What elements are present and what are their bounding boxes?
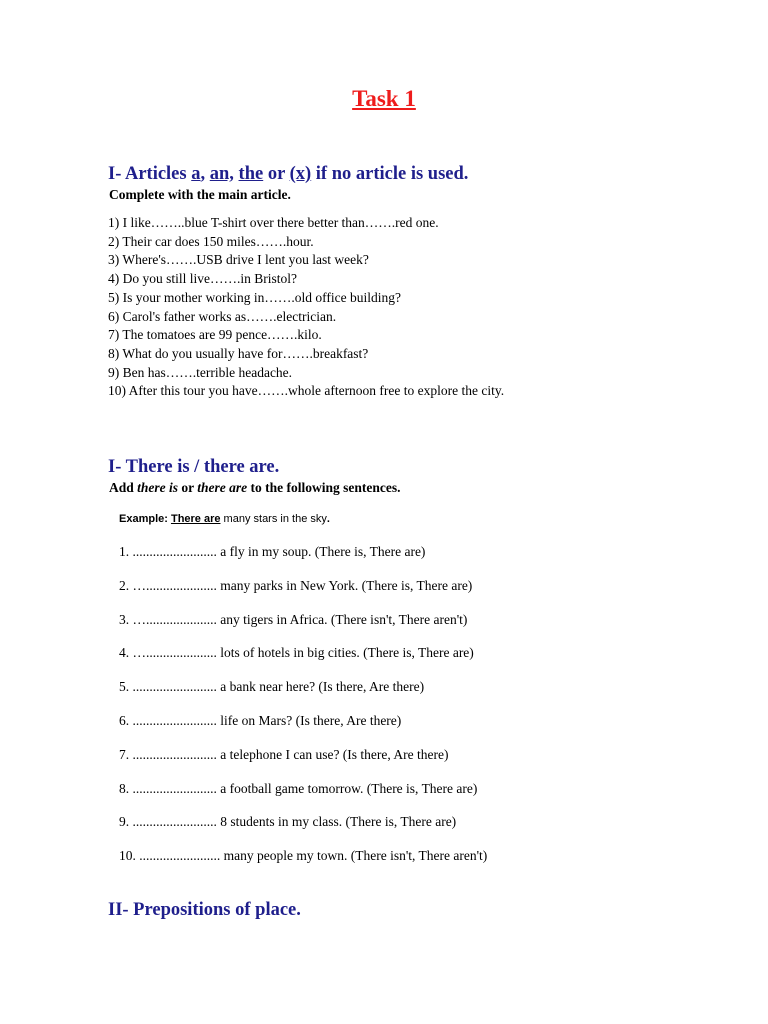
list-item: 9) Ben has…….terrible headache. <box>108 364 293 380</box>
there-is-instruction <box>109 480 401 496</box>
there-is-exercise-list <box>119 543 679 881</box>
list-item: 4. …..................... lots of hotels in big cities. (There is, There are) <box>119 645 474 661</box>
articles-exercise-list <box>108 214 528 401</box>
list-item: 8) What do you usually have for…….breakfast? <box>108 345 369 361</box>
separator: , <box>200 164 210 184</box>
instruction-text: to the following sentences. <box>247 480 401 495</box>
list-item: 3. …..................... any tigers in Africa. (There isn't, There aren't) <box>119 611 468 627</box>
prepositions-heading: II- Prepositions of place. <box>108 900 301 920</box>
list-item: 10) After this tour you have…….whole afternoon free to explore the city. <box>108 383 505 399</box>
list-item: 4) Do you still live…….in Bristol? <box>108 271 297 287</box>
list-item: 9. ......................... 8 students in my class. (There is, There are) <box>119 814 457 830</box>
example-period: . <box>326 513 330 525</box>
instruction-emphasis: there is <box>137 480 179 495</box>
instruction-text: Add <box>109 480 138 495</box>
list-item: 6. ......................... life on Mars? (Is there, Are there) <box>119 712 402 728</box>
heading-suffix: if no article is used. <box>311 164 469 184</box>
list-item: 3) Where's…….USB drive I lent you last week? <box>108 252 369 268</box>
list-item: 1. ......................... a fly in my soup. (There is, There are) <box>119 544 426 559</box>
list-item: 7) The tomatoes are 99 pence…….kilo. <box>108 327 322 343</box>
articles-heading <box>108 164 468 185</box>
list-item: 6) Carol's father works as…….electrician. <box>108 308 337 324</box>
example-answer: There are <box>170 513 221 525</box>
option-a: a <box>191 164 201 184</box>
option-x: (x) <box>289 164 312 184</box>
list-item: 5) Is your mother working in…….old office building? <box>108 289 401 305</box>
instruction-emphasis: there are <box>197 480 248 495</box>
list-item: 8. ......................... a football game tomorrow. (There is, There are) <box>119 780 478 796</box>
heading-prefix: I- Articles <box>108 164 192 184</box>
option-the: the <box>238 164 264 184</box>
there-is-heading: I- There is / there are. <box>108 457 280 477</box>
separator: or <box>263 164 290 184</box>
list-item: 5. ......................... a bank near here? (Is there, Are there) <box>119 679 425 695</box>
example-text: many stars in the sky <box>220 513 327 525</box>
example-label: Example: <box>119 513 171 525</box>
list-item: 10. ........................ many people my town. (There isn't, There aren't) <box>119 848 488 864</box>
list-item: 2) Their car does 150 miles…….hour. <box>108 233 314 249</box>
list-item: 7. ......................... a telephone I can use? (Is there, Are there) <box>119 746 449 762</box>
articles-instruction: Complete with the main article. <box>109 187 291 202</box>
option-an: an, <box>209 164 234 184</box>
task-title: Task 1 <box>352 86 416 111</box>
list-item: 1) I like……..blue T-shirt over there better than…….red one. <box>108 215 439 230</box>
list-item: 2. …..................... many parks in New York. (There is, There are) <box>119 577 473 593</box>
instruction-text: or <box>178 480 198 495</box>
example-line <box>119 513 330 525</box>
